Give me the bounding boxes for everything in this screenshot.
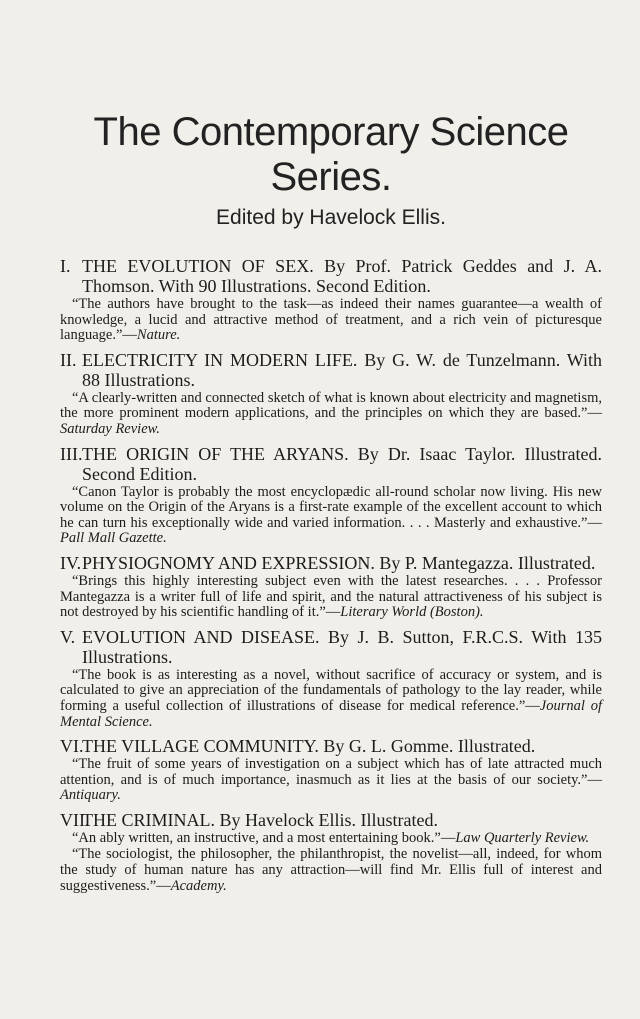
entry-author-details: By J. B. Sutton, F.R.C.S. With 135 Illustrations.: [82, 626, 602, 667]
quote-source: Pall Mall Gazette.: [60, 530, 167, 547]
entry-number: II.: [60, 349, 77, 370]
entry-number: III.: [60, 443, 83, 464]
entry-heading: [60, 256, 602, 296]
review-quote: [60, 485, 602, 547]
entry-author-details: By Dr. Isaac Taylor. Illustrated. Second Edition.: [82, 443, 602, 484]
quote-text: “Canon Taylor is probably the most encyclopædic all-round scholar now living. His new volume on the Origin of the Aryans is a first-rate example of the excellent account to which he can turn his exceptionally wide and varied information. . . . Masterly and exhaustive.”—: [60, 483, 602, 531]
entry-author-details: By P. Mantegazza. Illustrated.: [379, 552, 596, 573]
review-quote: [60, 831, 602, 847]
quote-source: Academy.: [170, 877, 227, 894]
quote-source: Nature.: [136, 327, 181, 344]
quote-text: “An ably written, an instructive, and a most entertaining book.”—: [72, 829, 456, 846]
quote-text: “The sociologist, the philosopher, the philanthropist, the novelist—all, indeed, for whom the study of human nature has any attraction—will find Mr. Ellis full of interest and suggestiveness.”—: [60, 846, 602, 894]
entry-title: THE CRIMINAL.: [82, 809, 215, 830]
entry-title: EVOLUTION AND DISEASE.: [82, 626, 320, 647]
review-quote: [60, 757, 602, 804]
entry-heading: [60, 350, 602, 390]
entry-author-details: By Prof. Patrick Geddes and J. A. Thomson. With 90 Illustrations. Second Edition.: [82, 256, 603, 296]
quote-source: Antiquary.: [60, 787, 121, 804]
series-title: The Contemporary Science Series.: [93, 110, 569, 199]
quote-text: “The book is as interesting as a novel, without sacrifice of accuracy or system, and is calculated to give an appreciation of the fundamentals of pathology to the lay reader, while forming a useful collection of illustrations of disease for medical reference.”—: [60, 666, 602, 714]
review-quote: [60, 297, 602, 344]
entry-number: VI.: [60, 736, 84, 757]
book-entry: [60, 810, 602, 894]
entry-heading: [60, 810, 602, 830]
book-entry: [60, 444, 602, 547]
entry-author-details: By Havelock Ellis. Illustrated.: [219, 809, 438, 830]
book-entry: [60, 627, 602, 730]
entry-heading: [60, 736, 602, 756]
entry-number: I.: [60, 256, 71, 276]
entry-title: ELECTRICITY IN MODERN LIFE.: [82, 349, 358, 370]
review-quote: [60, 668, 602, 730]
book-entry: [60, 350, 602, 438]
entry-heading: [60, 627, 602, 667]
entry-number: V.: [60, 626, 76, 647]
book-entry: [60, 256, 602, 344]
series-editor: Edited by Havelock Ellis.: [216, 206, 446, 229]
book-list: [60, 256, 602, 894]
entry-author-details: By G. L. Gomme. Illustrated.: [323, 736, 536, 757]
entry-heading: [60, 444, 602, 484]
quote-text: “The authors have brought to the task—as indeed their names guarantee—a wealth of knowledge, a lucid and attractive method of treatment, and a rich vein of picturesque language.”—: [60, 296, 602, 344]
entry-author-details: By G. W. de Tunzelmann. With 88 Illustrations.: [82, 349, 602, 390]
entry-title: THE ORIGIN OF THE ARYANS.: [82, 443, 349, 464]
quote-source: Literary World (Boston).: [340, 604, 484, 621]
quote-source: Saturday Review.: [60, 420, 160, 437]
quote-text: “Brings this highly interesting subject even with the latest researches. . . . Professor Mantegazza is a writer full of life and spirit, and the natural attractiveness of his subject is not destroyed by his scientific handling of it.”—: [60, 572, 602, 621]
quote-source: Law Quarterly Review.: [455, 829, 590, 846]
entry-title: PHYSIOGNOMY AND EXPRESSION.: [82, 552, 375, 573]
review-quote: [60, 847, 602, 894]
entry-heading: [60, 553, 602, 573]
entry-title: THE EVOLUTION OF SEX.: [82, 256, 314, 276]
quote-text: “A clearly-written and connected sketch of what is known about electricity and magnetism, the more prominent modern applications, and the principles on which they are based.”—: [60, 389, 602, 422]
entry-number: IV.: [60, 552, 82, 573]
book-entry: [60, 736, 602, 804]
quote-text: “The fruit of some years of investigation on a subject which has of late attracted much attention, and is of much importance, inasmuch as it lies at the basis of our society.”—: [60, 756, 602, 788]
quote-source: Journal of Mental Science.: [60, 697, 602, 730]
entry-number: VII.: [60, 809, 90, 830]
entry-title: THE VILLAGE COMMUNITY.: [82, 736, 319, 757]
review-quote: [60, 574, 602, 621]
book-entry: [60, 553, 602, 621]
review-quote: [60, 391, 602, 438]
